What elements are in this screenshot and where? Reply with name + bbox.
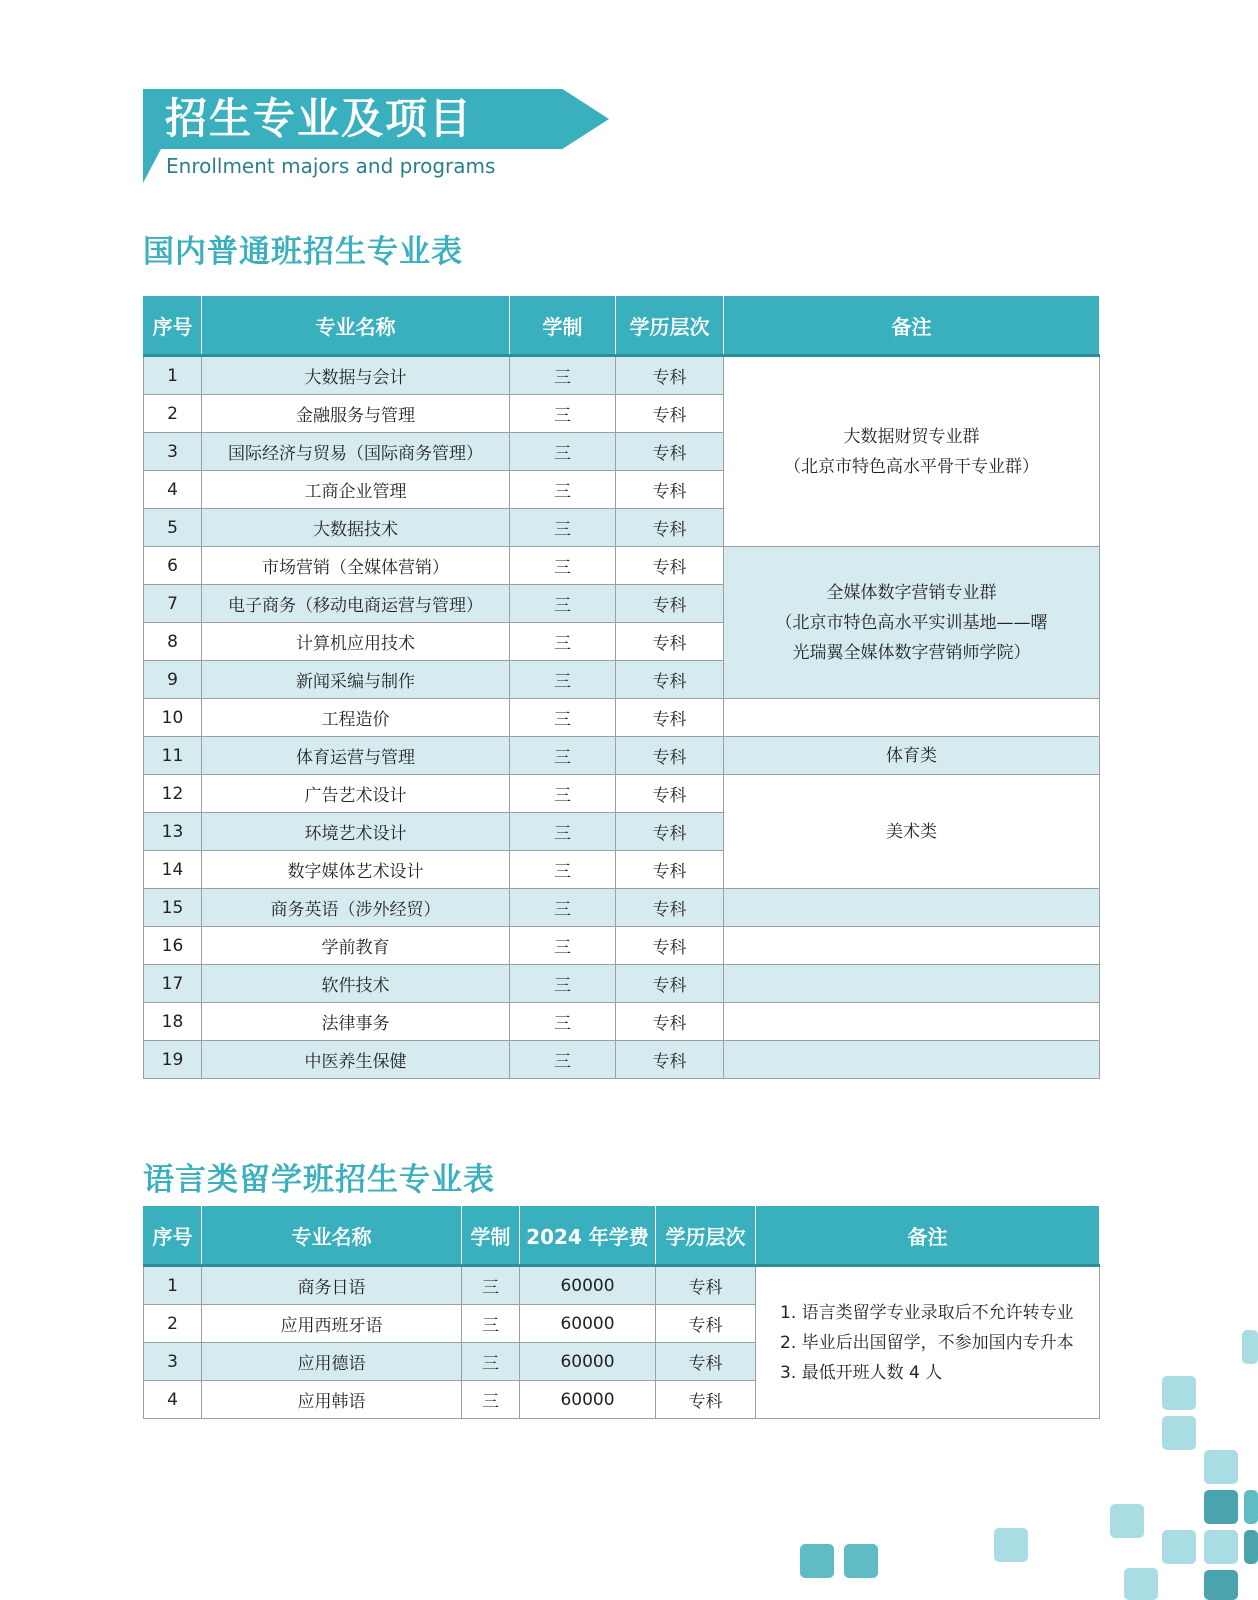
cell-level: 专科	[616, 737, 724, 775]
cell-index: 17	[144, 965, 202, 1003]
table-row	[144, 1003, 1100, 1041]
note-empty	[724, 927, 1100, 965]
cell-major: 大数据技术	[202, 509, 510, 547]
cell-major: 工商企业管理	[202, 471, 510, 509]
cell-tuition: 60000	[520, 1305, 656, 1343]
col-header-index: 序号	[144, 296, 202, 356]
col-header-level: 学历层次	[616, 296, 724, 356]
cell-index: 4	[144, 471, 202, 509]
note-line: 大数据财贸专业群	[843, 426, 980, 447]
col-header-major: 专业名称	[202, 296, 510, 356]
cell-level: 专科	[616, 509, 724, 547]
cell-major: 国际经济与贸易（国际商务管理）	[202, 433, 510, 471]
note-empty	[724, 965, 1100, 1003]
decor-square	[1110, 1504, 1144, 1538]
cell-index: 2	[144, 1305, 202, 1343]
cell-duration: 三	[510, 356, 616, 395]
cell-index: 3	[144, 433, 202, 471]
note-line: 1. 语言类留学专业录取后不允许转专业	[780, 1302, 1074, 1323]
cell-duration: 三	[510, 737, 616, 775]
cell-major: 广告艺术设计	[202, 775, 510, 813]
cell-index: 6	[144, 547, 202, 585]
cell-level: 专科	[616, 395, 724, 433]
note-empty	[724, 889, 1100, 927]
cell-level: 专科	[616, 547, 724, 585]
note-finance-group	[724, 356, 1100, 547]
decor-square	[1244, 1490, 1258, 1524]
note-empty	[724, 699, 1100, 737]
page-title: 招生专业及项目	[165, 94, 474, 143]
cell-major: 计算机应用技术	[202, 623, 510, 661]
table-row	[144, 927, 1100, 965]
cell-index: 2	[144, 395, 202, 433]
table-header-row	[144, 296, 1100, 356]
note-line: 全媒体数字营销专业群	[826, 582, 997, 603]
cell-tuition: 60000	[520, 1381, 656, 1419]
cell-major: 商务日语	[202, 1266, 462, 1305]
table-header-row	[144, 1206, 1100, 1266]
table-row	[144, 1041, 1100, 1079]
cell-duration: 三	[510, 395, 616, 433]
col-header-level: 学历层次	[656, 1206, 756, 1266]
decor-square	[844, 1544, 878, 1578]
cell-duration: 三	[510, 927, 616, 965]
cell-index: 8	[144, 623, 202, 661]
cell-level: 专科	[656, 1343, 756, 1381]
decor-square	[1204, 1570, 1238, 1600]
cell-major: 法律事务	[202, 1003, 510, 1041]
note-arts: 美术类	[724, 775, 1100, 889]
cell-duration: 三	[510, 547, 616, 585]
cell-index: 4	[144, 1381, 202, 1419]
col-header-duration: 学制	[510, 296, 616, 356]
decor-square	[1124, 1568, 1158, 1600]
cell-major: 应用德语	[202, 1343, 462, 1381]
cell-level: 专科	[616, 813, 724, 851]
cell-duration: 三	[510, 813, 616, 851]
cell-level: 专科	[616, 433, 724, 471]
note-sports: 体育类	[724, 737, 1100, 775]
decor-square	[1204, 1530, 1238, 1564]
cell-duration: 三	[510, 1041, 616, 1079]
cell-level: 专科	[616, 1003, 724, 1041]
table-row	[144, 547, 1100, 585]
cell-duration: 三	[462, 1266, 520, 1305]
cell-level: 专科	[616, 356, 724, 395]
table-row	[144, 737, 1100, 775]
cell-duration: 三	[510, 661, 616, 699]
section-title-language: 语言类留学班招生专业表	[143, 1162, 495, 1198]
cell-level: 专科	[656, 1381, 756, 1419]
cell-major: 电子商务（移动电商运营与管理）	[202, 585, 510, 623]
cell-duration: 三	[510, 775, 616, 813]
note-language-rules	[756, 1266, 1100, 1419]
decor-square	[1162, 1376, 1196, 1410]
table-row	[144, 965, 1100, 1003]
cell-major: 金融服务与管理	[202, 395, 510, 433]
decor-square	[800, 1544, 834, 1578]
cell-duration: 三	[510, 699, 616, 737]
cell-index: 11	[144, 737, 202, 775]
table-row	[144, 699, 1100, 737]
note-empty	[724, 1003, 1100, 1041]
decor-square	[1244, 1530, 1258, 1564]
decor-square	[994, 1528, 1028, 1562]
decor-square	[1162, 1530, 1196, 1564]
header-banner-tail	[143, 149, 161, 183]
decor-square	[1204, 1450, 1238, 1484]
cell-major: 商务英语（涉外经贸）	[202, 889, 510, 927]
domestic-majors-table	[143, 296, 1100, 1079]
decor-square	[1162, 1416, 1196, 1450]
note-line: 2. 毕业后出国留学，不参加国内专升本	[780, 1332, 1074, 1353]
note-line: 3. 最低开班人数 4 人	[780, 1362, 943, 1383]
cell-level: 专科	[616, 1041, 724, 1079]
cell-level: 专科	[616, 585, 724, 623]
cell-index: 5	[144, 509, 202, 547]
cell-level: 专科	[616, 851, 724, 889]
cell-level: 专科	[656, 1305, 756, 1343]
cell-level: 专科	[616, 775, 724, 813]
cell-major: 新闻采编与制作	[202, 661, 510, 699]
note-line: （北京市特色高水平骨干专业群）	[784, 456, 1039, 477]
cell-major: 大数据与会计	[202, 356, 510, 395]
page-subtitle: Enrollment majors and programs	[166, 154, 496, 178]
cell-duration: 三	[510, 585, 616, 623]
note-line: （北京市特色高水平实训基地——曙	[775, 612, 1048, 633]
cell-level: 专科	[616, 889, 724, 927]
cell-duration: 三	[510, 471, 616, 509]
cell-duration: 三	[510, 1003, 616, 1041]
table-row	[144, 1266, 1100, 1305]
cell-major: 应用韩语	[202, 1381, 462, 1419]
cell-major: 工程造价	[202, 699, 510, 737]
table-row	[144, 889, 1100, 927]
col-header-index: 序号	[144, 1206, 202, 1266]
cell-index: 12	[144, 775, 202, 813]
cell-index: 16	[144, 927, 202, 965]
cell-index: 14	[144, 851, 202, 889]
col-header-notes: 备注	[724, 296, 1100, 356]
cell-major: 应用西班牙语	[202, 1305, 462, 1343]
cell-level: 专科	[656, 1266, 756, 1305]
col-header-tuition: 2024 年学费	[520, 1206, 656, 1266]
cell-major: 市场营销（全媒体营销）	[202, 547, 510, 585]
cell-index: 15	[144, 889, 202, 927]
cell-duration: 三	[510, 623, 616, 661]
cell-duration: 三	[462, 1305, 520, 1343]
cell-level: 专科	[616, 661, 724, 699]
cell-duration: 三	[510, 851, 616, 889]
cell-index: 7	[144, 585, 202, 623]
cell-index: 1	[144, 356, 202, 395]
section-title-domestic: 国内普通班招生专业表	[143, 234, 463, 270]
cell-duration: 三	[510, 889, 616, 927]
cell-duration: 三	[510, 433, 616, 471]
cell-index: 9	[144, 661, 202, 699]
cell-duration: 三	[510, 965, 616, 1003]
cell-major: 体育运营与管理	[202, 737, 510, 775]
cell-index: 1	[144, 1266, 202, 1305]
table-row	[144, 775, 1100, 813]
cell-level: 专科	[616, 623, 724, 661]
cell-level: 专科	[616, 965, 724, 1003]
language-majors-table	[143, 1206, 1100, 1419]
cell-tuition: 60000	[520, 1266, 656, 1305]
cell-index: 18	[144, 1003, 202, 1041]
cell-level: 专科	[616, 471, 724, 509]
cell-index: 3	[144, 1343, 202, 1381]
cell-index: 19	[144, 1041, 202, 1079]
cell-duration: 三	[510, 509, 616, 547]
cell-major: 软件技术	[202, 965, 510, 1003]
cell-duration: 三	[462, 1343, 520, 1381]
col-header-major: 专业名称	[202, 1206, 462, 1266]
decor-square	[1242, 1330, 1258, 1364]
cell-level: 专科	[616, 927, 724, 965]
cell-duration: 三	[462, 1381, 520, 1419]
note-empty	[724, 1041, 1100, 1079]
cell-major: 中医养生保健	[202, 1041, 510, 1079]
cell-level: 专科	[616, 699, 724, 737]
cell-index: 10	[144, 699, 202, 737]
cell-major: 数字媒体艺术设计	[202, 851, 510, 889]
note-line: 光瑞翼全媒体数字营销师学院）	[792, 642, 1031, 663]
table-row	[144, 356, 1100, 395]
cell-index: 13	[144, 813, 202, 851]
decor-square	[1204, 1490, 1238, 1524]
col-header-duration: 学制	[462, 1206, 520, 1266]
col-header-notes: 备注	[756, 1206, 1100, 1266]
note-media-group	[724, 547, 1100, 699]
cell-major: 学前教育	[202, 927, 510, 965]
cell-tuition: 60000	[520, 1343, 656, 1381]
cell-major: 环境艺术设计	[202, 813, 510, 851]
